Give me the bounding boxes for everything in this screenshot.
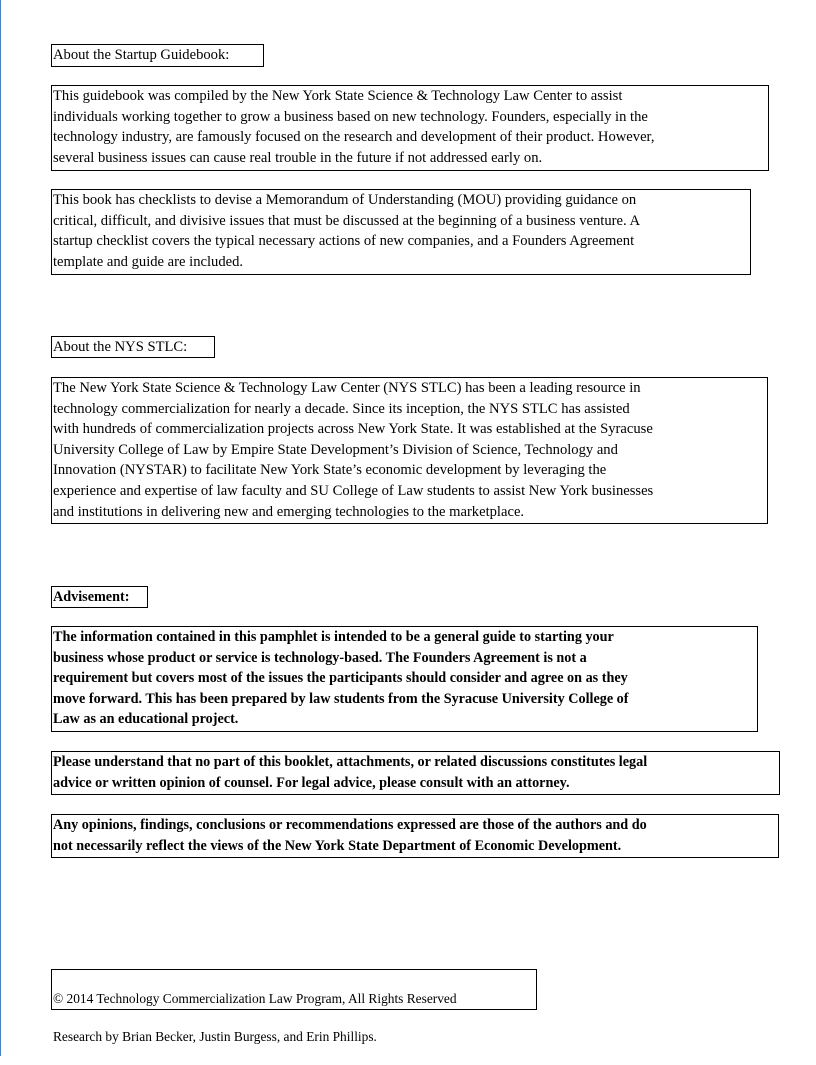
copyright-text: © 2014 Technology Commercialization Law Program, All Rights Reserved	[53, 991, 457, 1006]
nys-stlc-heading: About the NYS STLC:	[51, 336, 215, 358]
advisement-paragraph-1: The information contained in this pamphlet is intended to be a general guide to starting your business whose product or service is technology-based. The Founders Agreement is not a requirement but covers most of the issues the participants should consider and agree on as they move forward. This has been prepared by law students from the Syracuse University College of Law as an educational project.	[51, 626, 758, 732]
advisement-heading: Advisement:	[51, 586, 148, 608]
advisement-paragraph-3: Any opinions, findings, conclusions or recommendations expressed are those of the authors and do not necessarily reflect the views of the New York State Department of Economic Development.	[51, 814, 779, 858]
advisement-paragraph-2: Please understand that no part of this booklet, attachments, or related discussions constitutes legal advice or written opinion of counsel. For legal advice, please consult with an attorney.	[51, 751, 780, 795]
footer-credits-box	[51, 969, 537, 1044]
research-credits-text: Research by Brian Becker, Justin Burgess, and Erin Phillips.	[53, 1029, 377, 1044]
startup-guidebook-paragraph-2: This book has checklists to devise a Memorandum of Understanding (MOU) providing guidance on critical, difficult, and divisive issues that must be discussed at the beginning of a business venture. A startup checklist covers the typical necessary actions of new companies, and a Founders Agreement template and guide are included.	[51, 189, 751, 275]
startup-guidebook-paragraph-1: This guidebook was compiled by the New York State Science & Technology Law Center to assist individuals working together to grow a business based on new technology. Founders, especially in the technology industry, are famously focused on the research and development of their product. However, several business issues can cause real trouble in the future if not addressed early on.	[51, 85, 769, 171]
nys-stlc-paragraph: The New York State Science & Technology Law Center (NYS STLC) has been a leading resource in technology commercialization for nearly a decade. Since its inception, the NYS STLC has assisted with hundreds of commercialization projects across New York State. It was established at the Syracuse University College of Law by Empire State Development’s Division of Science, Technology and Innovation (NYSTAR) to facilitate New York State’s economic development by leveraging the experience and expertise of law faculty and SU College of Law students to assist New York businesses and institutions in delivering new and emerging technologies to the marketplace.	[51, 377, 768, 524]
page-left-rule	[0, 0, 1, 1056]
startup-guidebook-heading: About the Startup Guidebook:	[51, 44, 264, 67]
